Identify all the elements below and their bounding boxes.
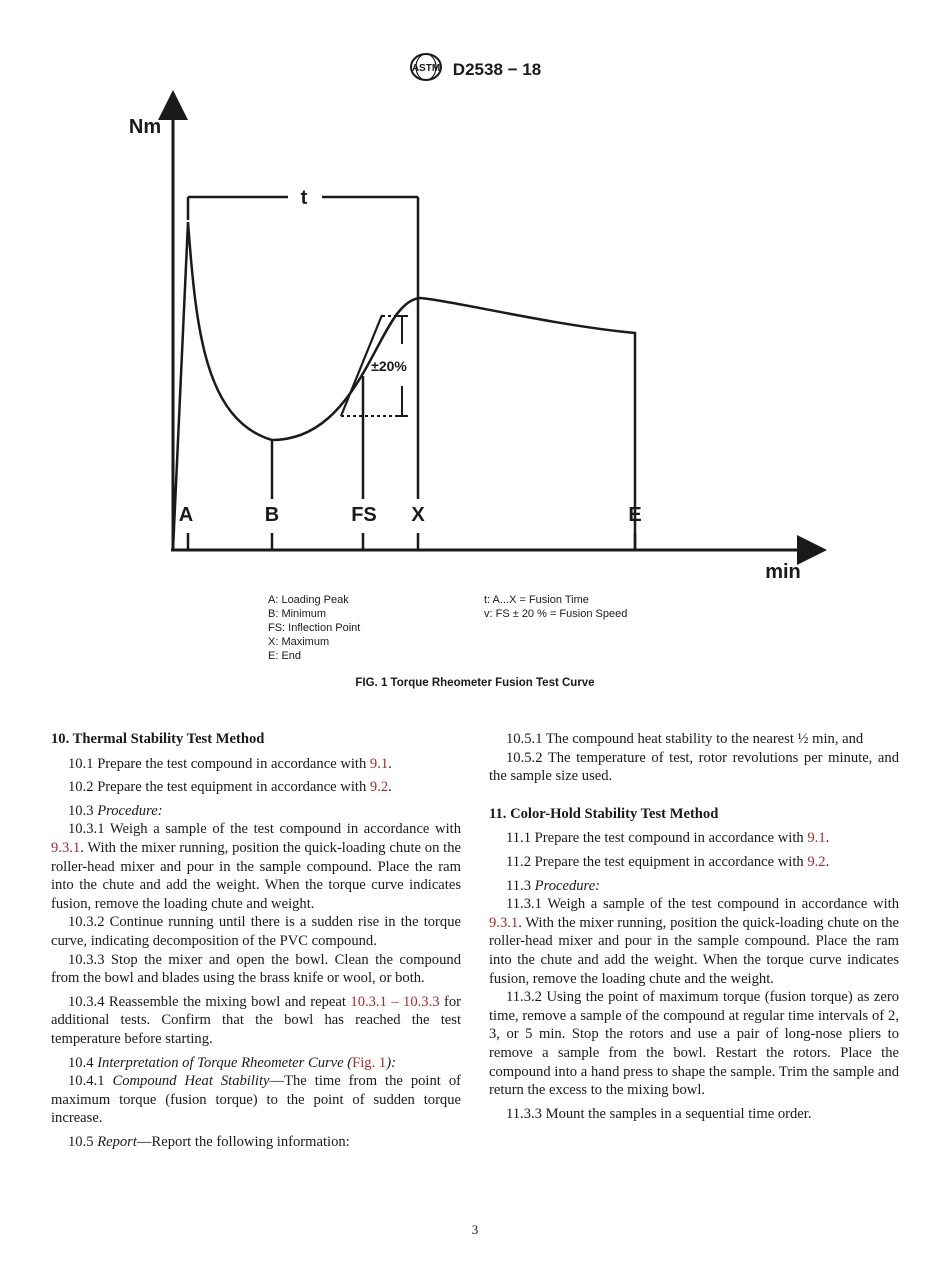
para-10-1: 10.1 Prepare the test compound in accordance with 9.1. — [68, 755, 392, 772]
legend-item: B: Minimum — [268, 608, 327, 620]
para-10-5: 10.5 Report—Report the following information: — [68, 1133, 350, 1150]
torque-curve — [173, 222, 635, 550]
section-11-heading: 11. Color-Hold Stability Test Method — [489, 805, 719, 822]
para-10-3-4: 10.3.4 Reassemble the mixing bowl and repeat 10.3.1 – 10.3.3 for additional tests. Confirm that the bowl has reached the test temperature before starting. — [51, 993, 462, 1047]
para-10-5-2: 10.5.2 The temperature of test, rotor revolutions per minute, and the sample size used. — [489, 749, 899, 785]
para-11-2: 11.2 Prepare the test equipment in accordance with 9.2. — [506, 853, 830, 870]
ref-link[interactable]: Fig. 1 — [352, 1054, 387, 1071]
para-10-3-1: 10.3.1 Weigh a sample of the test compound in accordance with 9.3.1. With the mixer running, position the quick-loading chute on the roller-head mixer and pour in the sample compound. Place the ram into the chute and add the weight. When the torque curve indicates fusion, remove the loading chute and weight. — [51, 821, 461, 912]
para-10-3-3: 10.3.3 Stop the mixer and open the bowl. Clean the compound from the bowl and blades using the brass knife or wool, or both. — [51, 951, 461, 987]
ref-link[interactable]: 9.1 — [807, 830, 826, 847]
para-11-3: 11.3 Procedure: — [506, 877, 601, 894]
para-10-4: 10.4 Interpretation of Torque Rheometer Curve (Fig. 1): — [68, 1054, 396, 1071]
ref-link[interactable]: 9.2 — [369, 779, 389, 796]
t-label: t — [300, 187, 308, 209]
legend-item: v: FS ± 20 % = Fusion Speed — [484, 608, 628, 620]
y-axis-label: Nm — [128, 116, 162, 138]
legend-item: A: Loading Peak — [268, 594, 349, 606]
logo-text: ASTM — [411, 63, 440, 74]
point-label-e: E — [628, 504, 642, 526]
para-10-3: 10.3 Procedure: — [68, 802, 163, 819]
ref-link[interactable]: 10.3.1 – 10.3.3 — [350, 993, 440, 1010]
legend-item: t: A...X = Fusion Time — [484, 594, 589, 606]
legend-right — [484, 593, 627, 621]
ref-link[interactable]: 9.3.1 — [51, 839, 81, 856]
ref-link[interactable]: 9.1 — [369, 755, 389, 772]
ref-link[interactable]: 9.2 — [807, 853, 826, 870]
x-axis-label: min — [765, 561, 801, 583]
section-10-heading: 10. Thermal Stability Test Method — [51, 731, 265, 747]
legend-item: FS: Inflection Point — [268, 622, 361, 634]
para-11-3-2: 11.3.2 Using the point of maximum torque (fusion torque) as zero time, remove a sample of the compound at regular time intervals of 2, 3, or 5 min. Stop the rotors and use a pair of long-nose pliers to remove a sample from the bowl. Restart the rotors. Place the compound into a hand press to shape the sample. Trim the sample and return the excess to the mixing bowl. — [489, 989, 899, 1099]
figure-caption: FIG. 1 Torque Rheometer Fusion Test Curve — [355, 677, 595, 689]
para-10-5-1: 10.5.1 The compound heat stability to the nearest ½ min, and — [506, 731, 864, 747]
legend-left — [268, 593, 360, 663]
legend-item: E: End — [268, 650, 302, 662]
torque-rheometer-figure — [0, 0, 950, 600]
para-10-4-1: 10.4.1 Compound Heat Stability—The time from the point of maximum torque (fusion torque) to the point of sudden torque increase. — [51, 1073, 461, 1127]
page-number: 3 — [471, 1222, 479, 1237]
point-label-x: X — [411, 504, 425, 526]
ref-link[interactable]: 9.3.1 — [489, 914, 519, 931]
para-11-1: 11.1 Prepare the test compound in accordance with 9.1. — [506, 830, 830, 847]
point-label-a: A — [178, 504, 194, 526]
legend-item: X: Maximum — [268, 636, 330, 648]
para-11-3-3: 11.3.3 Mount the samples in a sequential time order. — [506, 1105, 812, 1122]
point-label-fs: FS — [351, 504, 377, 526]
standard-designation: D2538 − 18 — [452, 59, 542, 79]
percent-label: ±20% — [371, 358, 407, 374]
left-column — [51, 730, 461, 1156]
para-10-3-2: 10.3.2 Continue running until there is a sudden rise in the torque curve, indicating decomposition of the PVC compound. — [51, 914, 461, 949]
right-column — [489, 730, 899, 1128]
para-11-3-1: 11.3.1 Weigh a sample of the test compound in accordance with 9.3.1. With the mixer running, position the quick-loading chute on the roller-head mixer and pour in the sample compound. Place the ram into the chute and add the weight. When the torque curve indicates fusion, remove the loading chute and the weight. — [489, 896, 899, 987]
para-10-2: 10.2 Prepare the test equipment in accordance with 9.2. — [68, 779, 392, 796]
point-label-b: B — [264, 504, 280, 526]
